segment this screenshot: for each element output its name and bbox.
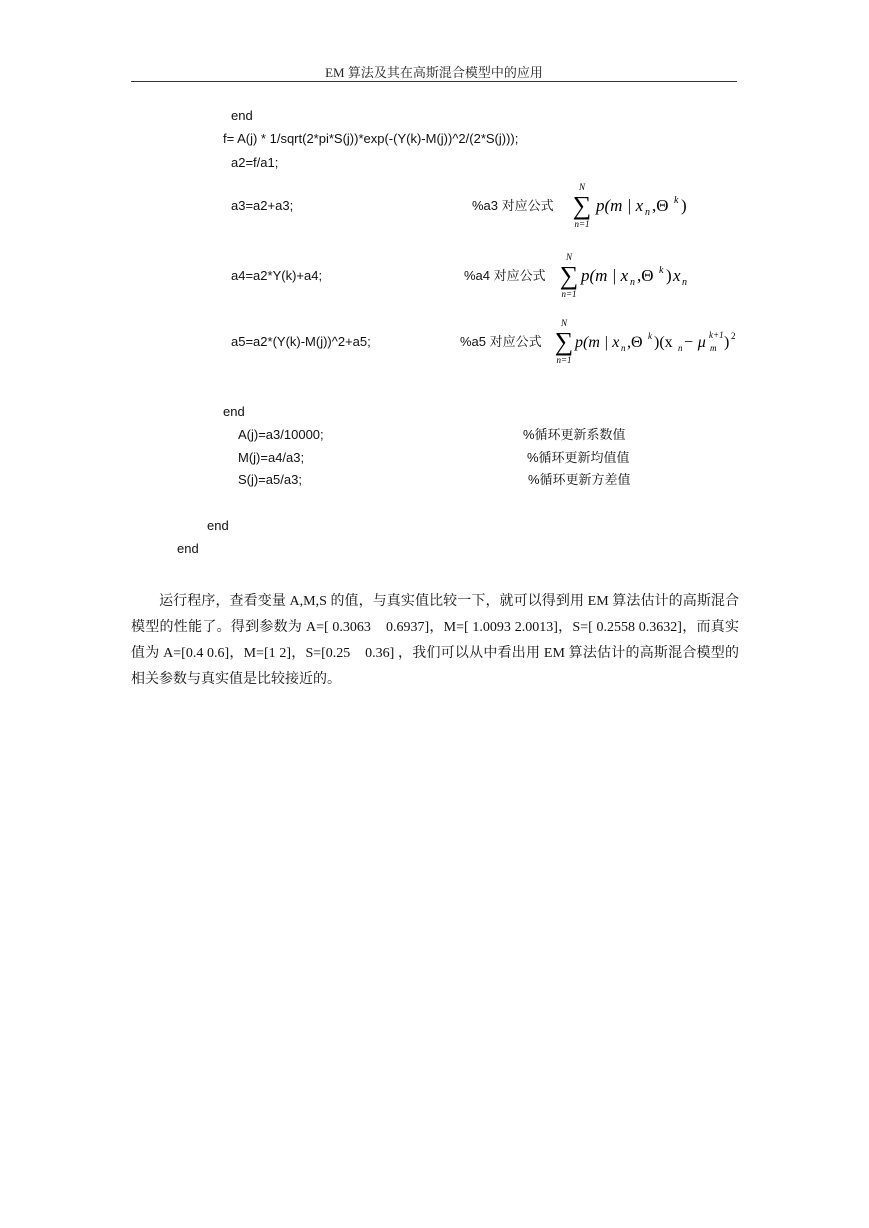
code-line-end-2: end: [223, 404, 245, 419]
formula-term: p(m | x: [596, 196, 644, 215]
formula-a4: [556, 252, 696, 302]
close-paren: ): [724, 334, 730, 351]
subscript-n: n: [630, 277, 635, 288]
theta-term: ,Θ: [637, 266, 654, 285]
x-term: x: [673, 266, 681, 285]
sum-upper-label: N: [560, 318, 568, 328]
code-line-end-1: end: [231, 108, 253, 123]
theta-term: ,Θ: [652, 196, 669, 215]
sum-lower-label: n=1: [556, 355, 572, 365]
code-line-A: A(j)=a3/10000;: [238, 427, 324, 442]
formula-term: p(m | x: [575, 334, 620, 351]
body-paragraph: [131, 589, 739, 693]
superscript-k: k: [659, 265, 664, 276]
comment-a4: %a4 对应公式: [464, 268, 546, 283]
formula-a3: [568, 182, 698, 232]
superscript-k: k: [674, 195, 679, 206]
code-line-a5: a5=a2*(Y(k)-M(j))^2+a5;: [231, 334, 371, 349]
code-line-a4: a4=a2*Y(k)+a4;: [231, 268, 323, 283]
comment-a5: %a5 对应公式: [460, 334, 542, 349]
code-line-a3: a3=a2+a3;: [231, 198, 294, 213]
sum-symbol: ∑: [559, 261, 579, 290]
code-line-M: M(j)=a4/a3;: [238, 450, 305, 465]
sum-upper-label: N: [565, 252, 573, 262]
sum-lower-label: n=1: [561, 289, 577, 299]
subscript-n: n: [645, 207, 650, 218]
superscript-2: 2: [731, 331, 736, 341]
subscript-n: n: [621, 343, 626, 353]
subscript-m: m: [710, 343, 717, 353]
comment-update-M: %循环更新均值值: [527, 450, 630, 465]
code-line-f: f= A(j) * 1/sqrt(2*pi*S(j))*exp(-(Y(k)-M(j))^2/(2*S(j)));: [223, 131, 519, 146]
page-header: EM 算法及其在高斯混合模型中的应用: [325, 65, 543, 80]
code-line-S: S(j)=a5/a3;: [238, 472, 302, 487]
minus-paren: )(x: [654, 334, 673, 351]
superscript-k: k: [648, 331, 652, 341]
close-paren: ): [666, 266, 672, 285]
comment-update-S: %循环更新方差值: [528, 472, 631, 487]
subscript-n-2: n: [678, 343, 683, 353]
code-line-end-4: end: [177, 541, 199, 556]
superscript-k1: k+1: [709, 330, 724, 340]
sum-symbol: ∑: [572, 191, 592, 220]
comment-a3: %a3 对应公式: [472, 198, 554, 213]
code-line-a2: a2=f/a1;: [231, 155, 279, 170]
header-rule: [131, 81, 737, 82]
subscript-n-2: n: [682, 277, 687, 288]
theta-term: ,Θ: [627, 334, 643, 351]
code-line-end-3: end: [207, 518, 229, 533]
comment-update-A: %循环更新系数值: [523, 427, 626, 442]
formula-a5: [552, 318, 738, 368]
formula-term: p(m | x: [581, 266, 629, 285]
sum-upper-label: N: [578, 182, 586, 192]
mu-term: − μ: [683, 334, 706, 351]
sum-lower-label: n=1: [574, 219, 590, 229]
sum-symbol: ∑: [554, 327, 574, 356]
close-paren: ): [681, 196, 687, 215]
paragraph-text: 运行程序，查看变量 A,M,S 的值，与真实值比较一下，就可以得到用 EM 算法估计的高斯混合模型的性能了。得到参数为 A=[ 0.3063 0.6937]，M=[ 1.0093 2.0013]，S=[ 0.2558 0.3632]，而真实值为 A=[0.4 0.6]，M=[1 2]，S=[0.25 0.36] ，我们可以从中看出用 EM 算法估计的高斯混合模型的相关参数与真实值是比较接近的。: [131, 594, 739, 687]
